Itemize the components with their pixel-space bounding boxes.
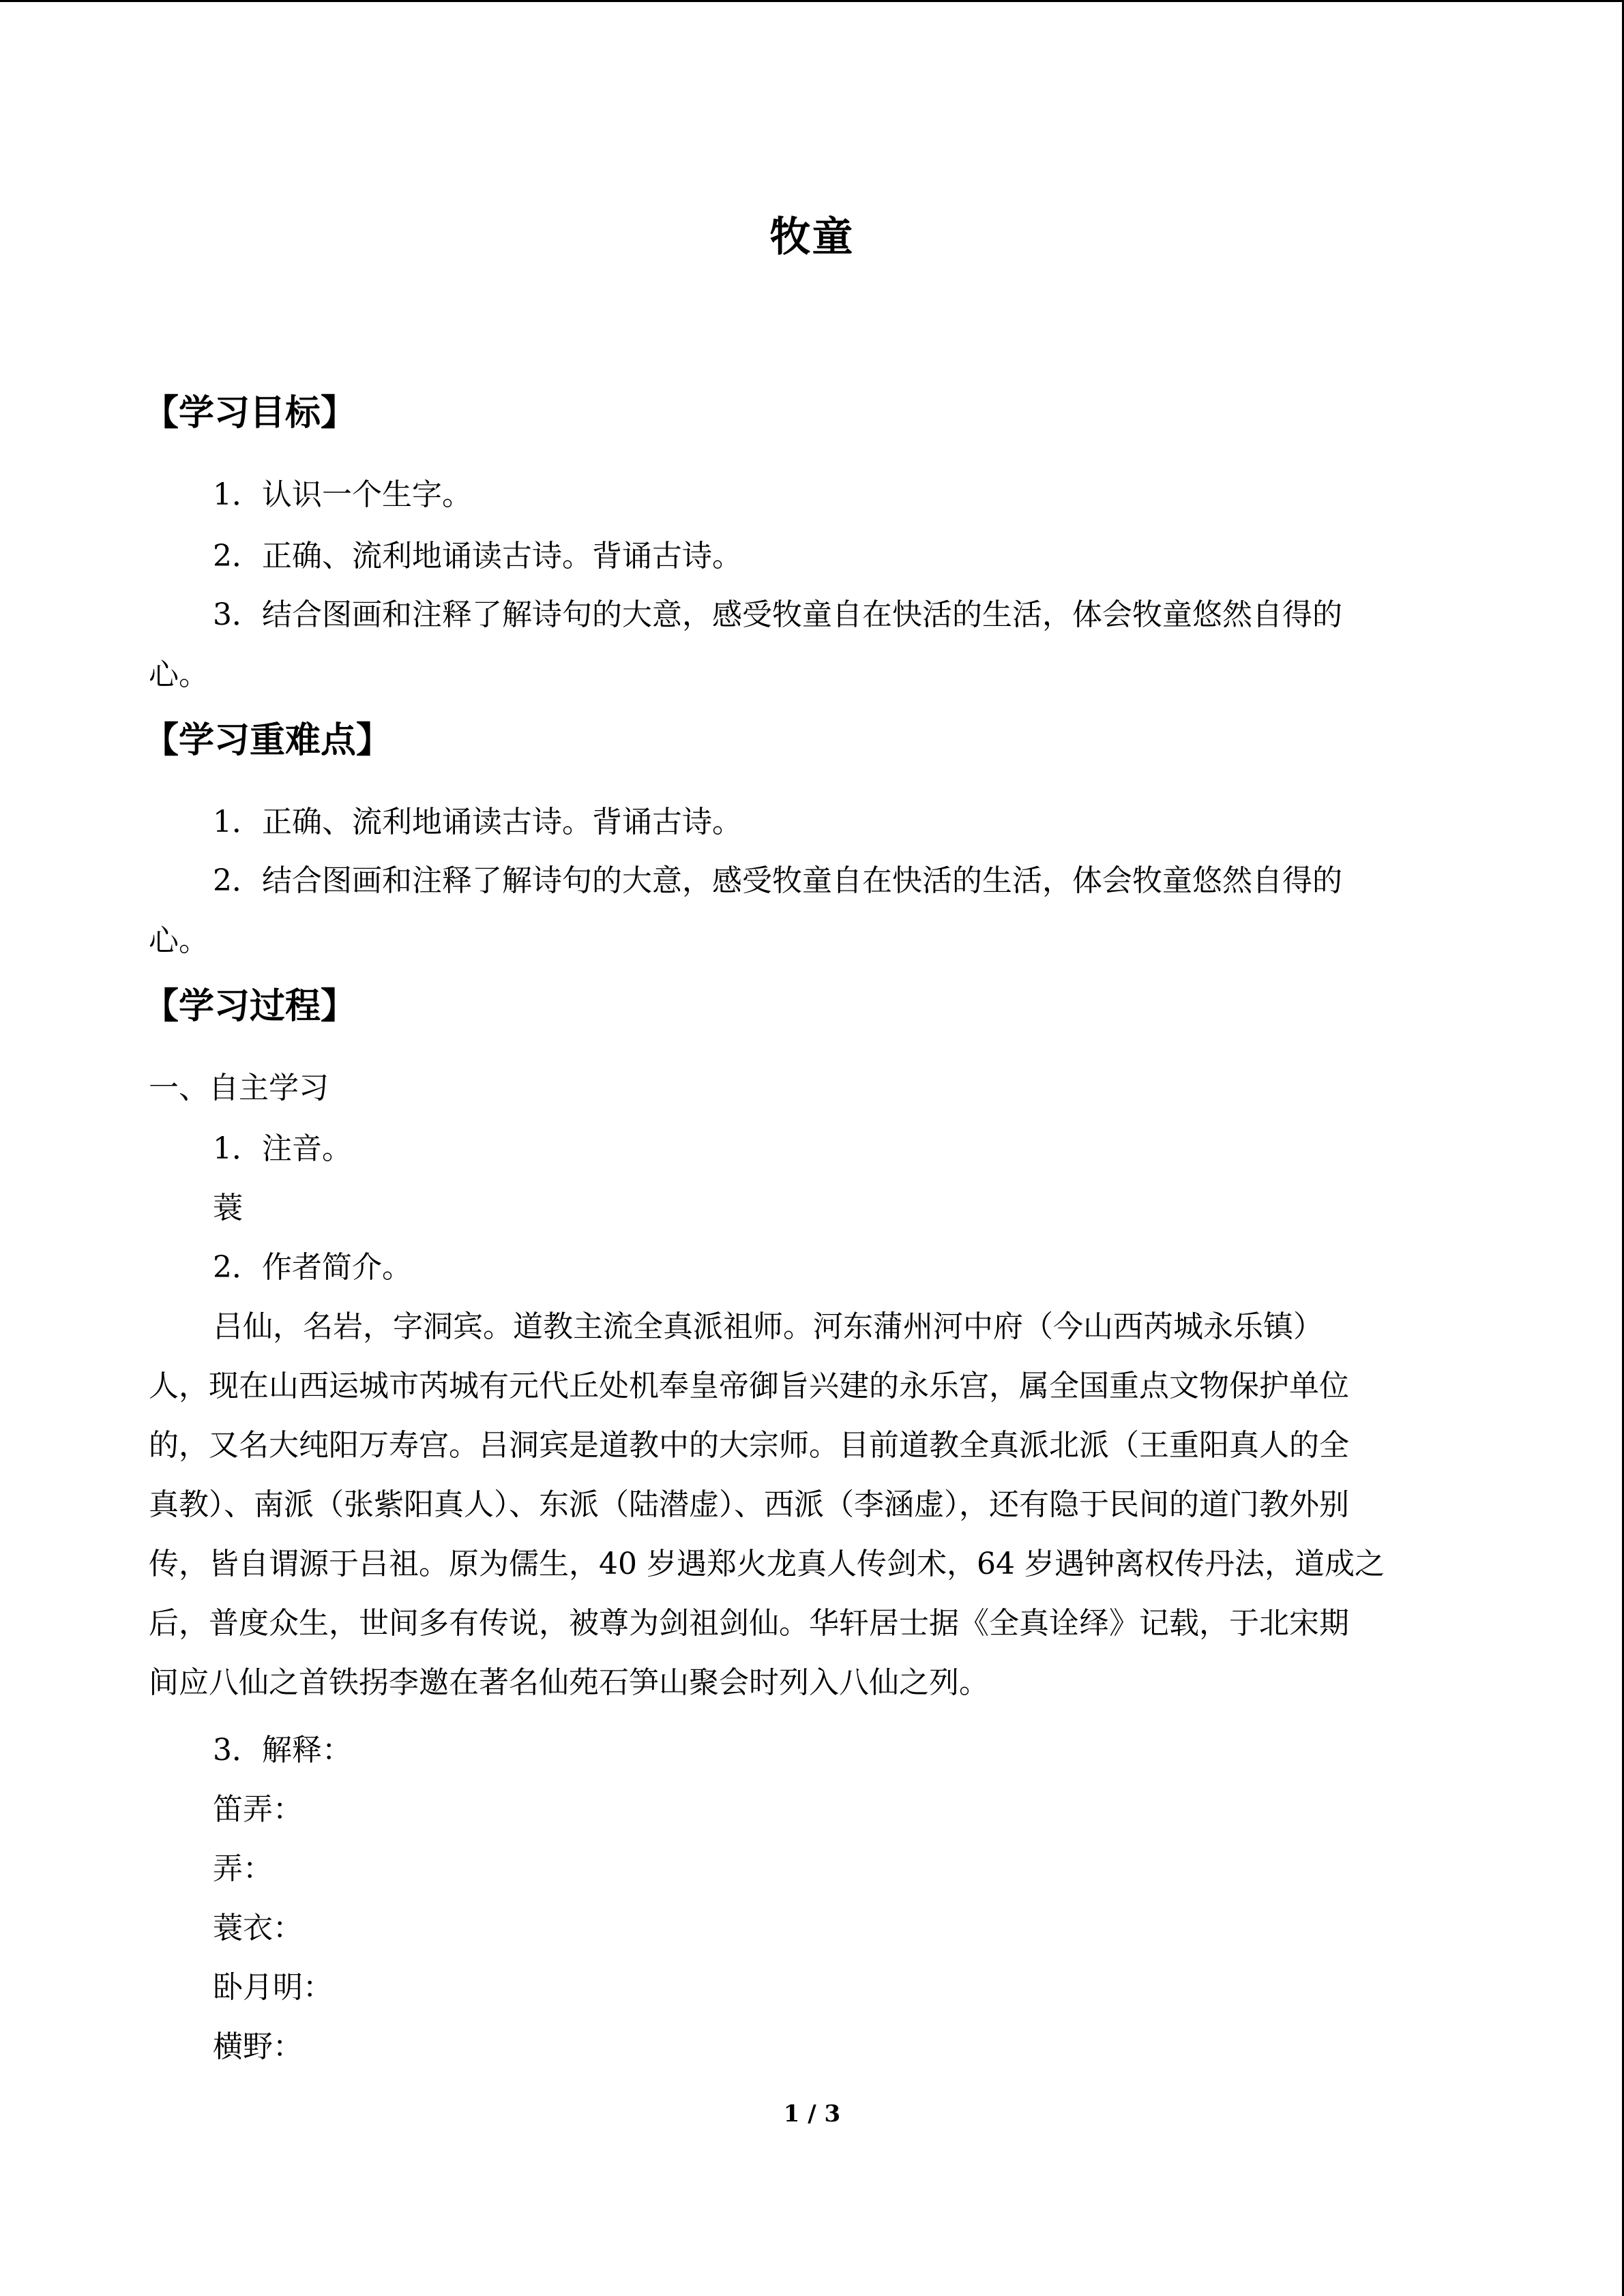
term-woyueming: 卧月明： xyxy=(213,1970,333,2005)
process-subheading: 一、自主学习 xyxy=(149,1071,329,1105)
key-point-item-1: 1．正确、流利地诵读古诗。背诵古诗。 xyxy=(213,805,742,839)
author-line-4: 真教）、南派（张紫阳真人）、东派（陆潜虚）、西派（李涵虚），还有隐于民间的道门教外别 xyxy=(149,1487,1349,1522)
explain-label: 3．解释： xyxy=(213,1733,352,1768)
phonetic-label: 1．注音。 xyxy=(213,1131,352,1166)
author-line-2: 人，现在山西运城市芮城有元代丘处机奉皇帝御旨兴建的永乐宫，属全国重点文物保护单位 xyxy=(149,1369,1349,1403)
objective-item-3-cont: 心。 xyxy=(149,657,209,692)
heading-objectives: 【学习目标】 xyxy=(143,392,357,434)
page-number: 1 / 3 xyxy=(783,2100,841,2128)
objective-item-3: 3．结合图画和注释了解诗句的大意，感受牧童自在快活的生活，体会牧童悠然自得的 xyxy=(213,597,1342,632)
heading-key-points: 【学习重难点】 xyxy=(143,719,392,761)
author-line-1: 吕仙，名岩，字洞宾。道教主流全真派祖师。河东蒲州河中府（今山西芮城永乐镇） xyxy=(213,1309,1323,1344)
term-suoyi: 蓑衣： xyxy=(213,1911,303,1945)
author-line-3: 的，又名大纯阳万寿宫。吕洞宾是道教中的大宗师。目前道教全真派北派（王重阳真人的全 xyxy=(149,1428,1349,1463)
key-point-item-2: 2．结合图画和注释了解诗句的大意，感受牧童自在快活的生活，体会牧童悠然自得的 xyxy=(213,863,1342,898)
term-dinong: 笛弄： xyxy=(213,1792,303,1827)
author-line-7: 间应八仙之首铁拐李邀在著名仙苑石笋山聚会时列入八仙之列。 xyxy=(149,1665,989,1700)
author-line-6: 后，普度众生，世间多有传说，被尊为剑祖剑仙。华轩居士据《全真诠绎》记载，于北宋期 xyxy=(149,1606,1349,1641)
heading-process: 【学习过程】 xyxy=(143,985,357,1027)
document-title: 牧童 xyxy=(769,213,855,261)
key-point-item-2-cont: 心。 xyxy=(149,923,209,958)
objective-item-1: 1．认识一个生字。 xyxy=(213,477,472,512)
objective-item-2: 2．正确、流利地诵读古诗。背诵古诗。 xyxy=(213,539,742,573)
author-line-5: 传，皆自谓源于吕祖。原为儒生，40 岁遇郑火龙真人传剑术，64 岁遇钟离权传丹法，道成之 xyxy=(149,1547,1385,1581)
author-label: 2．作者简介。 xyxy=(213,1250,412,1285)
page-border-top xyxy=(0,0,1624,2)
term-nong: 弄： xyxy=(213,1851,273,1886)
term-hengye: 横野： xyxy=(213,2029,303,2064)
phonetic-char: 蓑 xyxy=(213,1191,243,1225)
